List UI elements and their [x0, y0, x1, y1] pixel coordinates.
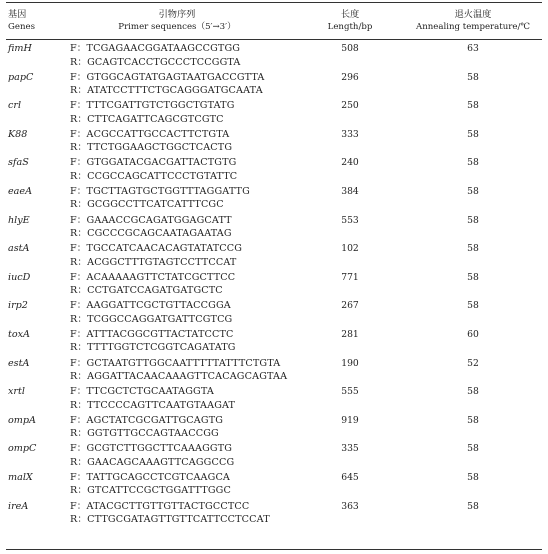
- product-length: 553: [341, 214, 359, 226]
- reverse-primer: R：ATATCCTTTCTGCAGGGATGCAATA: [70, 85, 263, 97]
- table-row: [0, 126, 548, 155]
- reverse-primer: R：GTCATTCCGCTGGATTTGGC: [70, 485, 231, 497]
- reverse-primer: R：CCTGATCCAGATGATGCTC: [70, 285, 223, 297]
- table-row: [0, 469, 548, 498]
- gene-name: papC: [8, 71, 34, 83]
- header-length: [318, 9, 382, 33]
- product-length: 296: [341, 71, 359, 83]
- forward-primer: F：ACAAAAAGTTCTATCGCTTCC: [70, 271, 236, 283]
- gene-name: irp2: [8, 300, 28, 312]
- gene-name: toxA: [8, 328, 30, 340]
- gene-name: hlyE: [8, 214, 30, 226]
- product-length: 281: [341, 328, 359, 340]
- gene-name: ireA: [8, 500, 29, 512]
- product-length: 267: [341, 300, 359, 312]
- product-length: 384: [341, 185, 359, 197]
- table-row: [0, 269, 548, 298]
- reverse-primer: R：TTTTGGTCTCGGTCAGATATG: [70, 342, 236, 354]
- product-length: 333: [341, 128, 359, 140]
- table-top-rule: [6, 2, 542, 3]
- table-row: [0, 326, 548, 355]
- annealing-temperature: 58: [467, 386, 479, 398]
- reverse-primer: R：GAACAGCAAAGTTCAGGCCG: [70, 456, 235, 468]
- reverse-primer: R：TCGGCCAGGATGATTCGTCG: [70, 313, 233, 325]
- table-row: [0, 240, 548, 269]
- gene-name: ompA: [8, 414, 36, 426]
- header-annealing-en: Annealing temperature/℃: [416, 22, 530, 32]
- gene-name: estA: [8, 357, 30, 369]
- gene-name: xrtl: [8, 386, 25, 398]
- header-gene-en: Genes: [8, 22, 35, 32]
- reverse-primer: R：CCGCCAGCATTCCCTGTATTC: [70, 170, 238, 182]
- product-length: 555: [341, 386, 359, 398]
- forward-primer: F：TTTCGATTGTCTGGCTGTATG: [70, 100, 235, 112]
- table-row: [0, 440, 548, 469]
- annealing-temperature: 58: [467, 414, 479, 426]
- gene-name: sfaS: [8, 157, 29, 169]
- reverse-primer: R：GCGGCCTTCATCATTTCGC: [70, 199, 224, 211]
- table-row: [0, 40, 548, 69]
- forward-primer: F：TCGAGAACGGATAAGCCGTGG: [70, 43, 241, 54]
- annealing-temperature: 58: [467, 71, 479, 83]
- forward-primer: F：TATTGCAGCCTCGTCAAGCA: [70, 471, 231, 483]
- header-primer-cn: 引物序列: [158, 9, 196, 20]
- forward-primer: F：ATTTACGGCGTTACTATCCTC: [70, 328, 234, 340]
- reverse-primer: R：TTCCCCAGTTCAATGTAAGAT: [70, 399, 236, 411]
- gene-name: K88: [8, 128, 28, 140]
- annealing-temperature: 52: [467, 357, 479, 369]
- product-length: 919: [341, 414, 359, 426]
- header-primer: [62, 9, 292, 33]
- reverse-primer: R：GCAGTCACCTGCCCTCCGGTA: [70, 56, 241, 68]
- table-row: [0, 498, 548, 527]
- reverse-primer: R：ACGGCTTTGTAGTCCTTCCAT: [70, 256, 237, 268]
- forward-primer: F：AAGGATTCGCTGTTACCGGA: [70, 300, 231, 312]
- table-row: [0, 69, 548, 98]
- annealing-temperature: 58: [467, 500, 479, 512]
- annealing-temperature: 58: [467, 271, 479, 283]
- header-length-cn: 长度: [340, 9, 360, 20]
- product-length: 250: [341, 100, 359, 112]
- forward-primer: F：TTCGCTCTGCAATAGGTA: [70, 386, 214, 398]
- annealing-temperature: 63: [467, 43, 479, 54]
- annealing-temperature: 58: [467, 243, 479, 255]
- gene-name: fimH: [8, 43, 32, 54]
- reverse-primer: R：GGTGTTGCCAGTAACCGG: [70, 428, 219, 440]
- gene-name: iucD: [8, 271, 31, 283]
- header-length-en: Length/bp: [327, 22, 373, 32]
- annealing-temperature: 58: [467, 185, 479, 197]
- forward-primer: F：ATACGCTTGTTGTTACTGCCTCC: [70, 500, 250, 512]
- product-length: 190: [341, 357, 359, 369]
- table-row: [0, 154, 548, 183]
- header-gene-cn: 基因: [8, 9, 27, 20]
- primer-table-body: [0, 40, 548, 526]
- table-row: [0, 212, 548, 241]
- product-length: 102: [341, 243, 359, 255]
- header-annealing-cn: 退火温度: [454, 9, 492, 20]
- table-row: [0, 412, 548, 441]
- gene-name: ompC: [8, 443, 37, 455]
- product-length: 240: [341, 157, 359, 169]
- table-row: [0, 355, 548, 384]
- reverse-primer: R：TTCTGGAAGCTGGCTCACTG: [70, 142, 233, 154]
- annealing-temperature: 58: [467, 300, 479, 312]
- reverse-primer: R：CTTCAGATTCAGCGTCGTC: [70, 113, 224, 125]
- reverse-primer: R：CGCCCGCAGCAATAGAATAG: [70, 228, 232, 240]
- annealing-temperature: 58: [467, 471, 479, 483]
- table-row: [0, 383, 548, 412]
- product-length: 363: [341, 500, 359, 512]
- forward-primer: F：TGCCATCAACACAGTATATCCG: [70, 243, 243, 255]
- header-annealing: [408, 9, 538, 33]
- table-row: [0, 183, 548, 212]
- product-length: 508: [341, 43, 359, 54]
- gene-name: crl: [8, 100, 22, 112]
- table-bottom-rule: [6, 549, 542, 550]
- table-row: [0, 97, 548, 126]
- forward-primer: F：ACGCCATTGCCACTTCTGTA: [70, 128, 230, 140]
- reverse-primer: R：CTTGCGATAGTTGTTCATTCCTCCAT: [70, 514, 270, 525]
- header-gene: [8, 9, 35, 33]
- forward-primer: F：TGCTTAGTGCTGGTTTAGGATTG: [70, 185, 250, 197]
- gene-name: astA: [8, 243, 30, 255]
- forward-primer: F：GTGGATACGACGATTACTGTG: [70, 157, 237, 169]
- product-length: 771: [341, 271, 359, 283]
- annealing-temperature: 60: [467, 328, 479, 340]
- product-length: 645: [341, 471, 359, 483]
- forward-primer: F：GCTAATGTTGGCAATTTTTATTTCTGTA: [70, 357, 281, 369]
- annealing-temperature: 58: [467, 128, 479, 140]
- gene-name: malX: [8, 471, 33, 483]
- table-row: [0, 297, 548, 326]
- forward-primer: F：GCGTCTTGGCTTCAAAGGTG: [70, 443, 233, 455]
- annealing-temperature: 58: [467, 214, 479, 226]
- forward-primer: F：GTGGCAGTATGAGTAATGACCGTTA: [70, 71, 265, 83]
- annealing-temperature: 58: [467, 443, 479, 455]
- product-length: 335: [341, 443, 359, 455]
- annealing-temperature: 58: [467, 157, 479, 169]
- forward-primer: F：AGCTATCGCGATTGCAGTG: [70, 414, 224, 426]
- header-primer-en: Primer sequences（5′→3′）: [118, 22, 236, 32]
- forward-primer: F：GAAACCGCAGATGGAGCATT: [70, 214, 232, 226]
- annealing-temperature: 58: [467, 100, 479, 112]
- reverse-primer: R：AGGATTACAACAAAGTTCACAGCAGTAA: [70, 371, 288, 383]
- gene-name: eaeA: [8, 185, 33, 197]
